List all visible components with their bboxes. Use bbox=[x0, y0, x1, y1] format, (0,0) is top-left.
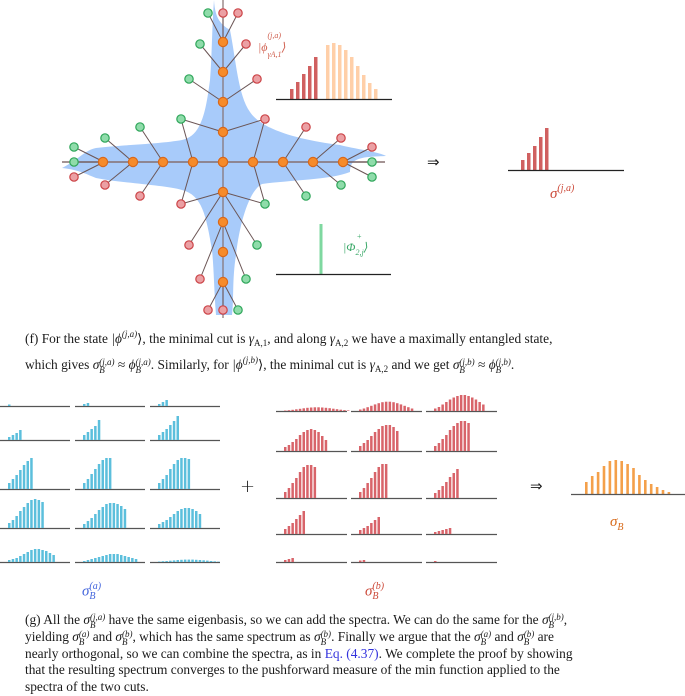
phi-gamma-label: |ϕ (j,a) $_{\gamma A,1}$⟩ bbox=[258, 40, 286, 56]
sigma-ja-label: $\sigma^{(j,a)}$ bbox=[550, 183, 574, 203]
caption-f: (f) For the state $|\phi^{(j,a)}⟩$, the minimal cut is $\gamma_{A,1}$, and along $\gamma_{A,2}$ we have a maximally entangled state, which gives σ(j,a) B ≈ ϕ(j,a) B . Similarly, for $|\phi^{(j,b)}⟩$, the minimal cut is $\gamma_{A,2}$ and we get σ(j,b) B ≈ ϕ(j,b) B . bbox=[25, 326, 665, 377]
implies-arrow-g: ⇒ bbox=[530, 477, 543, 495]
implies-arrow-f: ⇒ bbox=[427, 153, 440, 171]
plus-sign: + bbox=[240, 476, 255, 497]
eq-4-37-link[interactable]: Eq. (4.37) bbox=[325, 646, 379, 661]
sigma-b-a-label: σ(a) B bbox=[82, 582, 101, 602]
caption-g: (g) All the σ(j,a) B have the same eigenbasis, so we can add the spectra. We can do the same for the σ(j,b) B , yielding σ(a) B and σ(b) B , which has the same spectrum as σ(b) B . Finally we argue that the σ(a) B and σ(b) B are nearly orthogonal, so we can combine the spectra, as in Eq. (4.37). We complete the proof by showing that the resulting spectrum converges to the pushforward measure of the min function applied to the spectra of the two cuts. bbox=[25, 612, 665, 696]
sigma-b-final-label: $\sigma_B$ bbox=[610, 514, 624, 533]
bell-state-label: |Φ + $_{2,j}$⟩ bbox=[343, 240, 368, 255]
sigma-b-b-label: σ(b) B bbox=[365, 582, 384, 602]
